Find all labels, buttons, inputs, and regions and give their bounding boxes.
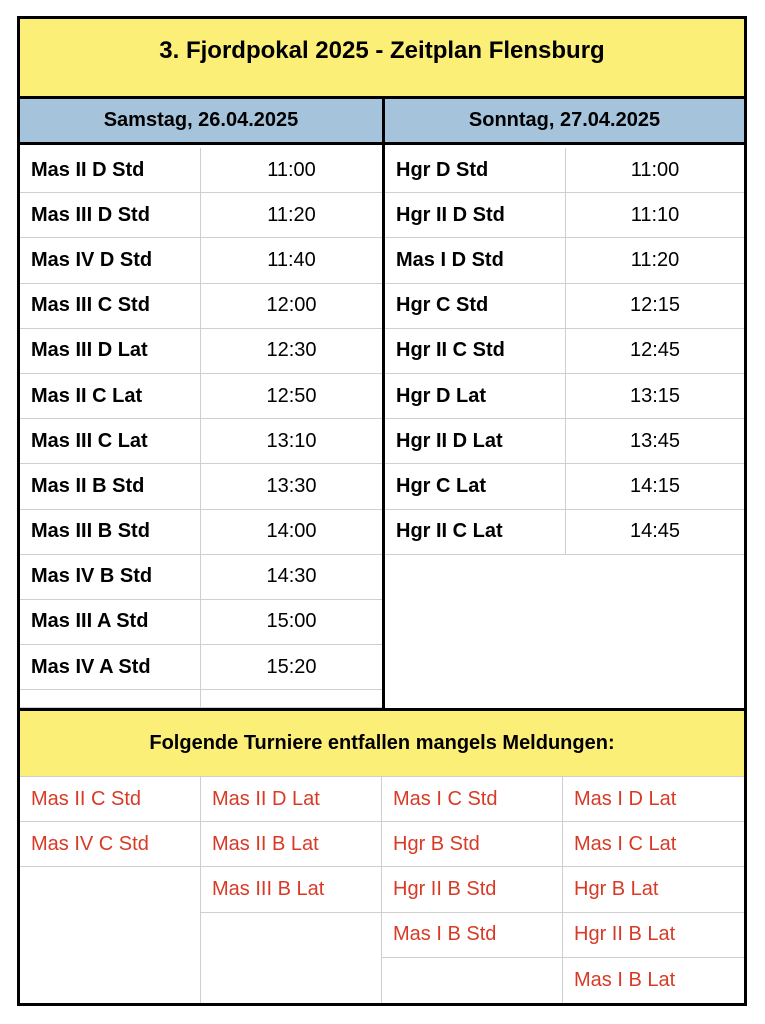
cancelled-event: Mas II D Lat <box>201 777 381 822</box>
event-time: 14:00 <box>266 520 317 543</box>
event-time: 14:30 <box>266 565 317 588</box>
event-name: Mas I D Std <box>385 238 566 282</box>
event-name: Mas II C Lat <box>20 374 201 418</box>
table-row <box>20 600 382 645</box>
event-time: 12:45 <box>629 339 681 362</box>
event-time: 14:15 <box>629 474 681 497</box>
event-name: Mas II B Std <box>20 464 201 508</box>
event-name: Mas III D Lat <box>20 329 201 373</box>
event-time: 11:40 <box>267 248 316 271</box>
table-row <box>385 510 744 555</box>
event-name: Hgr C Lat <box>385 464 566 508</box>
event-name: Mas IV D Std <box>20 238 201 282</box>
table-row <box>385 464 744 509</box>
event-time: 13:45 <box>629 429 681 452</box>
cancelled-grid <box>20 777 744 1003</box>
event-time: 11:20 <box>630 248 680 271</box>
sunday-header: Sonntag, 27.04.2025 <box>385 99 744 145</box>
cancelled-empty <box>201 913 381 958</box>
cancelled-header: Folgende Turniere entfallen mangels Meldungen: <box>20 711 744 777</box>
saturday-schedule <box>20 148 382 708</box>
cancelled-event: Mas I B Lat <box>574 968 676 991</box>
event-name: Mas IV A Std <box>20 645 201 689</box>
event-name: Hgr II C Lat <box>385 510 566 554</box>
event-name: Hgr II D Lat <box>385 419 566 463</box>
table-row <box>385 193 744 238</box>
event-name: Mas IV B Std <box>20 555 201 599</box>
page-title: 3. Fjordpokal 2025 - Zeitplan Flensburg <box>20 19 744 99</box>
table-row <box>20 510 382 555</box>
event-name: Hgr D Lat <box>385 374 566 418</box>
event-time: 15:00 <box>266 610 317 633</box>
event-name: Hgr II D Std <box>385 193 566 237</box>
schedule-sheet <box>17 16 747 1006</box>
event-time: 14:45 <box>629 520 681 543</box>
cancelled-event: Mas I D Lat <box>563 777 744 822</box>
cancelled-column <box>382 777 563 1003</box>
cancelled-event: Mas I C Std <box>382 777 562 822</box>
event-time: 12:15 <box>629 294 681 317</box>
cancelled-event: Hgr II B Lat <box>563 913 744 958</box>
event-time: 11:20 <box>267 203 316 226</box>
table-row <box>20 464 382 509</box>
cancelled-event: Hgr II B Std <box>382 867 562 912</box>
sunday-schedule <box>385 148 744 555</box>
event-name: Hgr C Std <box>385 284 566 328</box>
table-row <box>385 419 744 464</box>
event-time: 13:30 <box>266 474 317 497</box>
event-name: Mas III B Std <box>20 510 201 554</box>
table-row <box>20 238 382 283</box>
table-row <box>385 148 744 193</box>
saturday-header: Samstag, 26.04.2025 <box>20 99 382 145</box>
table-row <box>385 329 744 374</box>
cancelled-event: Mas IV C Std <box>20 822 200 867</box>
cancelled-column <box>20 777 201 1003</box>
event-name: Mas III C Std <box>20 284 201 328</box>
cancelled-event: Hgr B Std <box>382 822 562 867</box>
cancelled-event: Mas I B Std <box>382 913 562 958</box>
table-row <box>20 148 382 193</box>
event-time: 12:00 <box>266 294 317 317</box>
table-row <box>20 193 382 238</box>
cancelled-event: Hgr B Lat <box>563 867 744 912</box>
event-time: 13:10 <box>266 429 317 452</box>
cancelled-column <box>563 777 744 1003</box>
event-name: Mas II D Std <box>20 148 201 192</box>
table-row <box>385 238 744 283</box>
event-name: Hgr D Std <box>385 148 566 192</box>
cancelled-event: Mas II B Lat <box>201 822 381 867</box>
table-row <box>385 374 744 419</box>
table-row <box>20 419 382 464</box>
cancelled-event: Mas I C Lat <box>563 822 744 867</box>
event-time: 12:30 <box>266 339 317 362</box>
event-time: 15:20 <box>266 655 317 678</box>
event-name: Mas III A Std <box>20 600 201 644</box>
table-row <box>20 645 382 690</box>
event-time: 12:50 <box>266 384 317 407</box>
table-row <box>20 555 382 600</box>
table-row <box>20 284 382 329</box>
event-time: 11:00 <box>630 158 680 181</box>
event-time: 13:15 <box>629 384 681 407</box>
event-name: Mas III C Lat <box>20 419 201 463</box>
event-name: Hgr II C Std <box>385 329 566 373</box>
table-row <box>20 374 382 419</box>
cancelled-column <box>201 777 382 1003</box>
cancelled-event: Mas II C Std <box>20 777 200 822</box>
table-row-empty <box>20 690 382 708</box>
event-time: 11:10 <box>630 203 680 226</box>
event-name: Mas III D Std <box>20 193 201 237</box>
event-time: 11:00 <box>267 158 316 181</box>
cancelled-event: Mas III B Lat <box>201 867 381 912</box>
table-row <box>20 329 382 374</box>
table-row <box>385 284 744 329</box>
